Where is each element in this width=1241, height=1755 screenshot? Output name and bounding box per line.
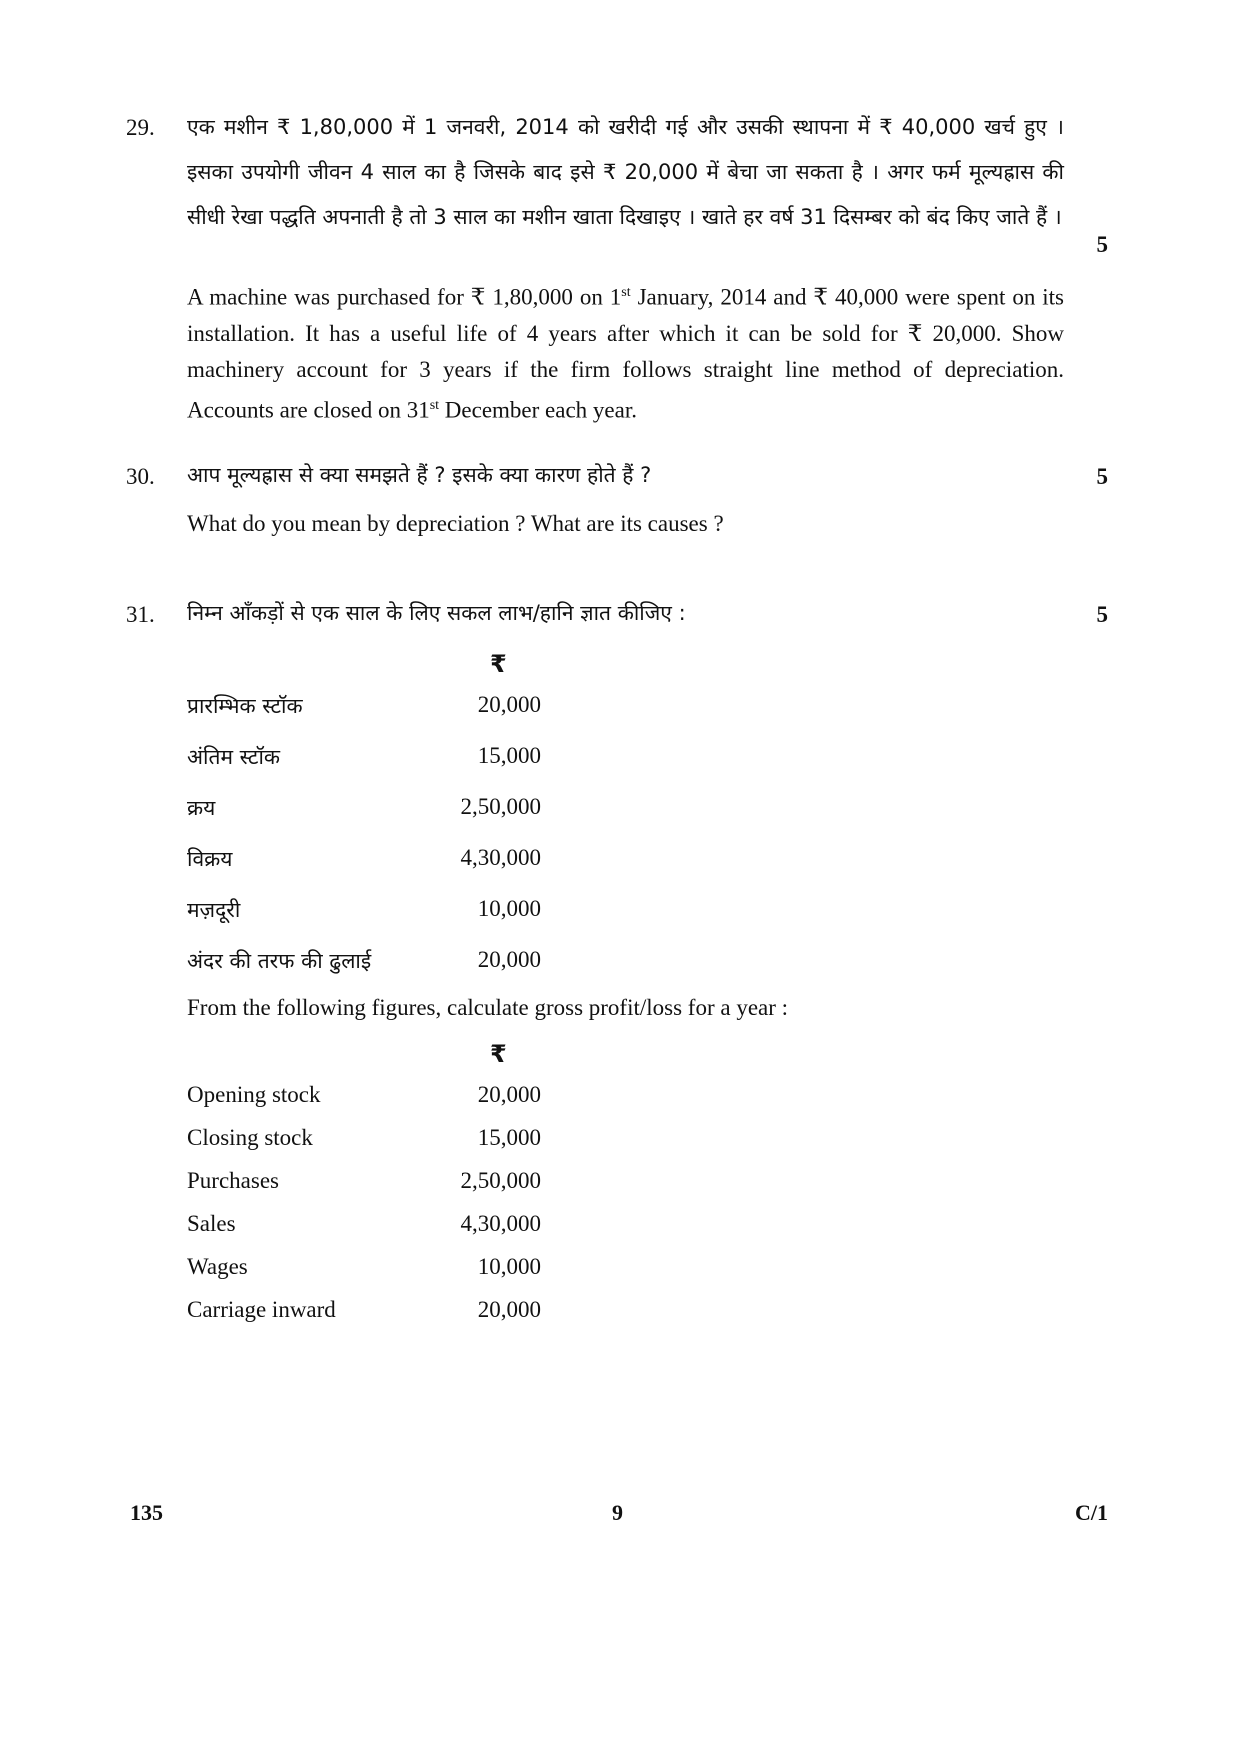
- question-number: 29.: [126, 115, 155, 140]
- figure-label: Carriage inward: [187, 1297, 336, 1322]
- footer-set: C/1: [1075, 1500, 1108, 1525]
- figure-label: मज़दूरी: [187, 898, 241, 922]
- figure-row: [187, 692, 547, 743]
- figure-label: अंतिम स्टॉक: [187, 745, 281, 769]
- figure-value: 15,000: [477, 743, 541, 768]
- figure-label: Sales: [187, 1211, 236, 1236]
- hindi-figures-table: [187, 692, 547, 998]
- question-number: 30.: [126, 464, 155, 489]
- figure-row: [187, 1168, 547, 1211]
- figure-value: 20,000: [477, 1082, 541, 1107]
- figure-row: [187, 794, 547, 845]
- question-english-text: What do you mean by depreciation ? What are its causes ?: [187, 511, 724, 536]
- figure-label: Wages: [187, 1254, 248, 1279]
- question-hindi-text: निम्न आँकड़ों से एक साल के लिए सकल लाभ/हानि ज्ञात कीजिए :: [187, 601, 686, 625]
- figure-value: 2,50,000: [460, 794, 541, 819]
- figure-value: 4,30,000: [460, 845, 541, 870]
- figure-label: अंदर की तरफ की ढुलाई: [187, 949, 372, 973]
- figure-row: [187, 845, 547, 896]
- figure-value: 2,50,000: [460, 1168, 541, 1193]
- question-english-text: From the following figures, calculate gross profit/loss for a year :: [187, 995, 789, 1020]
- question-hindi-text: आप मूल्यह्रास से क्या समझते हैं ? इसके क्या कारण होते हैं ?: [187, 463, 652, 487]
- figure-value: 10,000: [477, 896, 541, 921]
- figure-row: [187, 1082, 547, 1125]
- figure-row: [187, 1211, 547, 1254]
- currency-header: ₹: [490, 1040, 507, 1068]
- figure-label: Closing stock: [187, 1125, 313, 1150]
- question-marks: 5: [1096, 232, 1108, 257]
- figure-value: 20,000: [477, 947, 541, 972]
- figure-value: 4,30,000: [460, 1211, 541, 1236]
- figure-row: [187, 1297, 547, 1340]
- figure-row: [187, 896, 547, 947]
- figure-label: क्रय: [187, 796, 216, 820]
- question-number: 31.: [126, 602, 155, 627]
- question-english-text: A machine was purchased for ₹ 1,80,000 on 1st January, 2014 and ₹ 40,000 were spent on its installation. It has a useful life of 4 years after which it can be sold for ₹ 20,000. Show machinery account for 3 years if the firm follows straight line method of depreciation. Accounts are closed on 31st December each year.: [187, 284, 1065, 423]
- figure-row: [187, 1254, 547, 1297]
- page-number: 9: [612, 1500, 623, 1525]
- figure-row: [187, 743, 547, 794]
- figure-label: विक्रय: [187, 847, 233, 871]
- figure-value: 20,000: [477, 1297, 541, 1322]
- figure-label: Opening stock: [187, 1082, 321, 1107]
- figure-value: 15,000: [477, 1125, 541, 1150]
- figure-value: 10,000: [477, 1254, 541, 1279]
- question-hindi-text: एक मशीन ₹ 1,80,000 में 1 जनवरी, 2014 को खरीदी गई और उसकी स्थापना में ₹ 40,000 खर्च हुए । इसका उपयोगी जीवन 4 साल का है जिसके बाद इसे ₹ 20,000 में बेचा जा सकता है । अगर फर्म मूल्यह्रास की सीधी रेखा पद्धति अपनाती है तो 3 साल का मशीन खाता दिखाइए । खाते हर वर्ष 31 दिसम्बर को बंद किए जाते हैं ।: [187, 115, 1064, 229]
- footer-code: 135: [130, 1500, 163, 1525]
- english-figures-table: [187, 1082, 547, 1340]
- figure-value: 20,000: [477, 692, 541, 717]
- figure-label: प्रारम्भिक स्टॉक: [187, 694, 303, 718]
- figure-label: Purchases: [187, 1168, 279, 1193]
- currency-header: ₹: [490, 650, 507, 678]
- figure-row: [187, 1125, 547, 1168]
- question-marks: 5: [1096, 464, 1108, 489]
- question-marks: 5: [1096, 602, 1108, 627]
